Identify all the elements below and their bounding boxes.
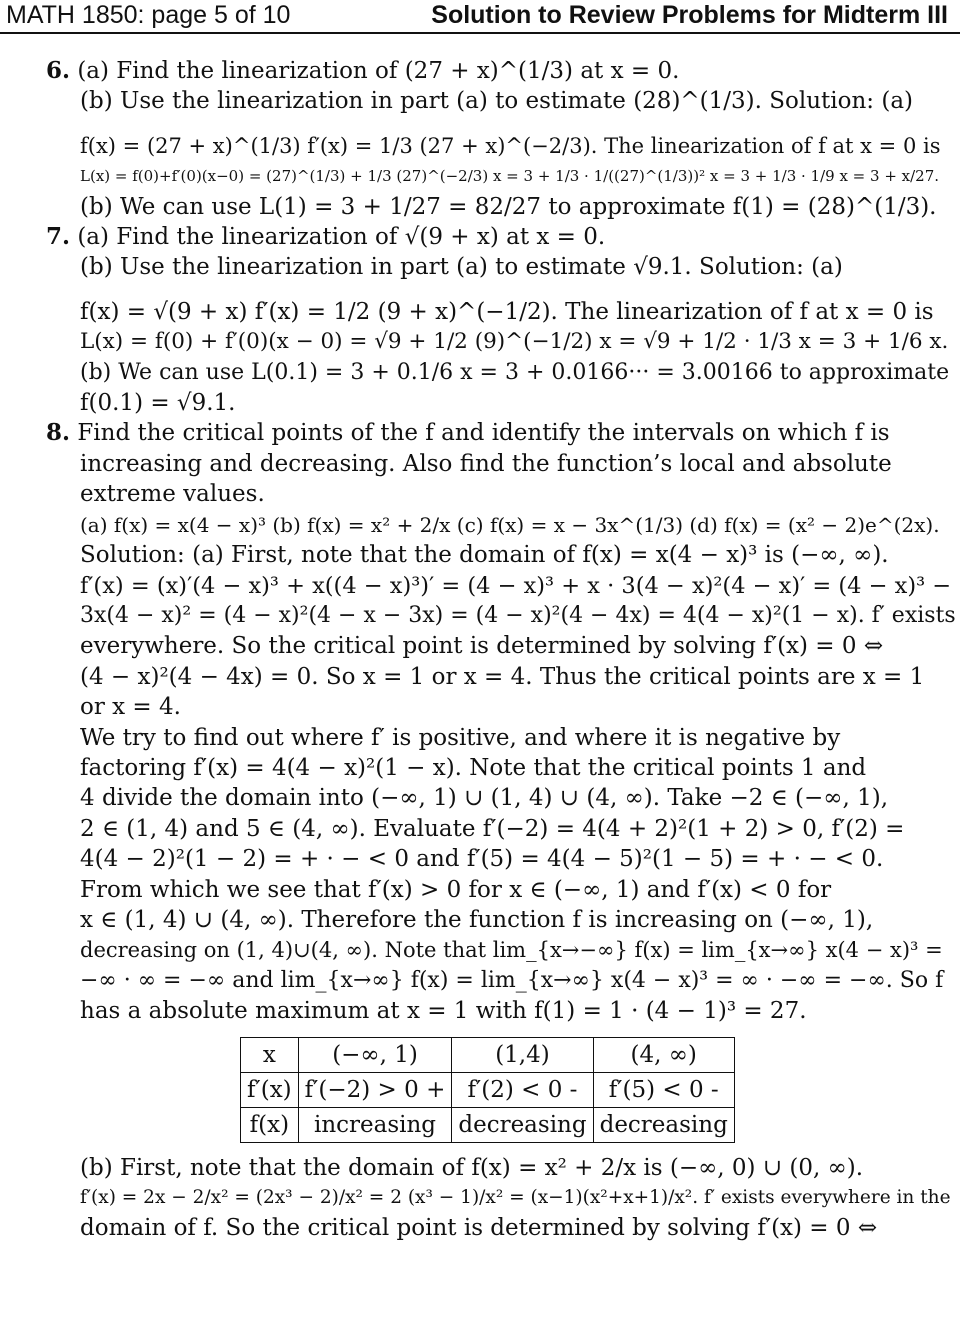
problem-8-line: f′(x) = 2x − 2/x² = (2x³ − 2)/x² = 2 (x³ − 1)/x² = (x−1)(x²+x+1)/x². f′ exists everywhere in the	[80, 1187, 951, 1208]
problem-7-line: L(x) = f(0) + f′(0)(x − 0) = √9 + 1/2 (9)^(−1/2) x = √9 + 1/2 · 1/3 x = 3 + 1/6 x.	[80, 329, 949, 355]
table-header-cell: (4, ∞)	[593, 1037, 734, 1072]
problem-8-line: 3x(4 − x)² = (4 − x)²(4 − x − 3x) = (4 − x)²(4 − 4x) = 4(4 − x)²(1 − x). f′ exists	[80, 602, 956, 628]
problem-8-line: extreme values.	[80, 481, 265, 508]
problem-6-line: L(x) = f(0)+f′(0)(x−0) = (27)^(1/3) + 1/3 (27)^(−2/3) x = 3 + 1/3 · 1/((27)^(1/3))² x = 3 + 1/3 · 1/9 x = 3 + x/27.	[80, 167, 940, 186]
problem-7-line: f(x) = √(9 + x) f′(x) = 1/2 (9 + x)^(−1/2). The linearization of f at x = 0 is	[80, 298, 934, 325]
table-header-cell: x	[241, 1037, 299, 1072]
problem-8-line: increasing and decreasing. Also find the function’s local and absolute	[80, 450, 892, 477]
page-content	[46, 56, 958, 1244]
problem-8-line: decreasing on (1, 4)∪(4, ∞). Note that lim_{x→−∞} f(x) = lim_{x→∞} x(4 − x)³ =	[80, 938, 943, 963]
problem-7-line: (b) We can use L(0.1) = 3 + 0.1/6 x = 3 + 0.0166··· = 3.00166 to approximate	[80, 359, 950, 385]
problem-6-number: 6.	[46, 57, 71, 84]
table-cell: f′(x)	[241, 1072, 299, 1107]
problem-8-line: everywhere. So the critical point is determined by solving f′(x) = 0 ⇔	[80, 633, 884, 660]
table-cell: f′(5) < 0 -	[593, 1072, 734, 1107]
problem-8-line: 4(4 − 2)²(1 − 2) = + · − < 0 and f′(5) = 4(4 − 5)²(1 − 5) = + · − < 0.	[80, 846, 884, 873]
problem-6-line: 6. (a) Find the linearization of (27 + x)^(1/3) at x = 0.	[46, 57, 680, 84]
problem-8-line: We try to find out where f′ is positive, and where it is negative by	[80, 724, 841, 751]
table-cell: f(x)	[241, 1107, 299, 1142]
table-header-cell: (1,4)	[452, 1037, 593, 1072]
table-cell: decreasing	[452, 1107, 593, 1142]
table-row	[241, 1037, 735, 1072]
problem-6-line: (b) We can use L(1) = 3 + 1/27 = 82/27 to approximate f(1) = (28)^(1/3).	[80, 193, 937, 220]
table-cell: f′(−2) > 0 +	[298, 1072, 452, 1107]
problem-7-number: 7.	[46, 223, 71, 251]
problem-6-line: f(x) = (27 + x)^(1/3) f′(x) = 1/3 (27 + x)^(−2/3). The linearization of f at x = 0 is	[80, 133, 941, 158]
table-cell: f′(2) < 0 -	[452, 1072, 593, 1107]
sign-chart-table	[240, 1037, 735, 1143]
problem-8-line: (b) First, note that the domain of f(x) = x² + 2/x is (−∞, 0) ∪ (0, ∞).	[80, 1154, 864, 1181]
problem-8-line: f′(x) = (x)′(4 − x)³ + x((4 − x)³)′ = (4 − x)³ + x · 3(4 − x)²(4 − x)′ = (4 − x)³ −	[80, 572, 952, 599]
header-left: MATH 1850: page 5 of 10	[6, 1, 291, 29]
problem-8-line: 4 divide the domain into (−∞, 1) ∪ (1, 4) ∪ (4, ∞). Take −2 ∈ (−∞, 1),	[80, 785, 888, 812]
problem-8-line: 2 ∈ (1, 4) and 5 ∈ (4, ∞). Evaluate f′(−2) = 4(4 + 2)²(1 + 2) > 0, f′(2) =	[80, 815, 905, 842]
problem-8-line: factoring f′(x) = 4(4 − x)²(1 − x). Note that the critical points 1 and	[80, 754, 867, 781]
problem-8-number: 8.	[46, 419, 71, 447]
problem-8-line: (4 − x)²(4 − 4x) = 0. So x = 1 or x = 4. Thus the critical points are x = 1	[80, 663, 925, 690]
problem-8-line: domain of f. So the critical point is determined by solving f′(x) = 0 ⇔	[80, 1215, 878, 1242]
problem-8-line: or x = 4.	[80, 694, 181, 721]
problem-8-line: (a) f(x) = x(4 − x)³ (b) f(x) = x² + 2/x (c) f(x) = x − 3x^(1/3) (d) f(x) = (x² − 2)e^(2x).	[80, 512, 940, 537]
page-header	[0, 0, 960, 34]
problem-7-line: f(0.1) = √9.1.	[80, 390, 236, 417]
problem-8-line: From which we see that f′(x) > 0 for x ∈ (−∞, 1) and f′(x) < 0 for	[80, 876, 832, 903]
problem-7-line: (b) Use the linearization in part (a) to estimate √9.1. Solution: (a)	[80, 254, 843, 281]
problem-8-line: has a absolute maximum at x = 1 with f(1) = 1 · (4 − 1)³ = 27.	[80, 998, 807, 1025]
problem-8-line: −∞ · ∞ = −∞ and lim_{x→∞} f(x) = lim_{x→∞} x(4 − x)³ = ∞ · −∞ = −∞. So f	[80, 967, 944, 993]
table-row	[241, 1107, 735, 1142]
table-header-cell: (−∞, 1)	[298, 1037, 452, 1072]
problem-6-line: (b) Use the linearization in part (a) to estimate (28)^(1/3). Solution: (a)	[80, 88, 914, 115]
table-cell: increasing	[298, 1107, 452, 1142]
header-right: Solution to Review Problems for Midterm III	[431, 1, 948, 29]
problem-7-line: 7. (a) Find the linearization of √(9 + x) at x = 0.	[46, 223, 606, 251]
problem-8-line: x ∈ (1, 4) ∪ (4, ∞). Therefore the function f is increasing on (−∞, 1),	[80, 906, 874, 933]
problem-8-line: 8. Find the critical points of the f and identify the intervals on which f is	[46, 419, 890, 447]
table-row	[241, 1072, 735, 1107]
problem-8-line: Solution: (a) First, note that the domain of f(x) = x(4 − x)³ is (−∞, ∞).	[80, 542, 889, 569]
table-cell: decreasing	[593, 1107, 734, 1142]
